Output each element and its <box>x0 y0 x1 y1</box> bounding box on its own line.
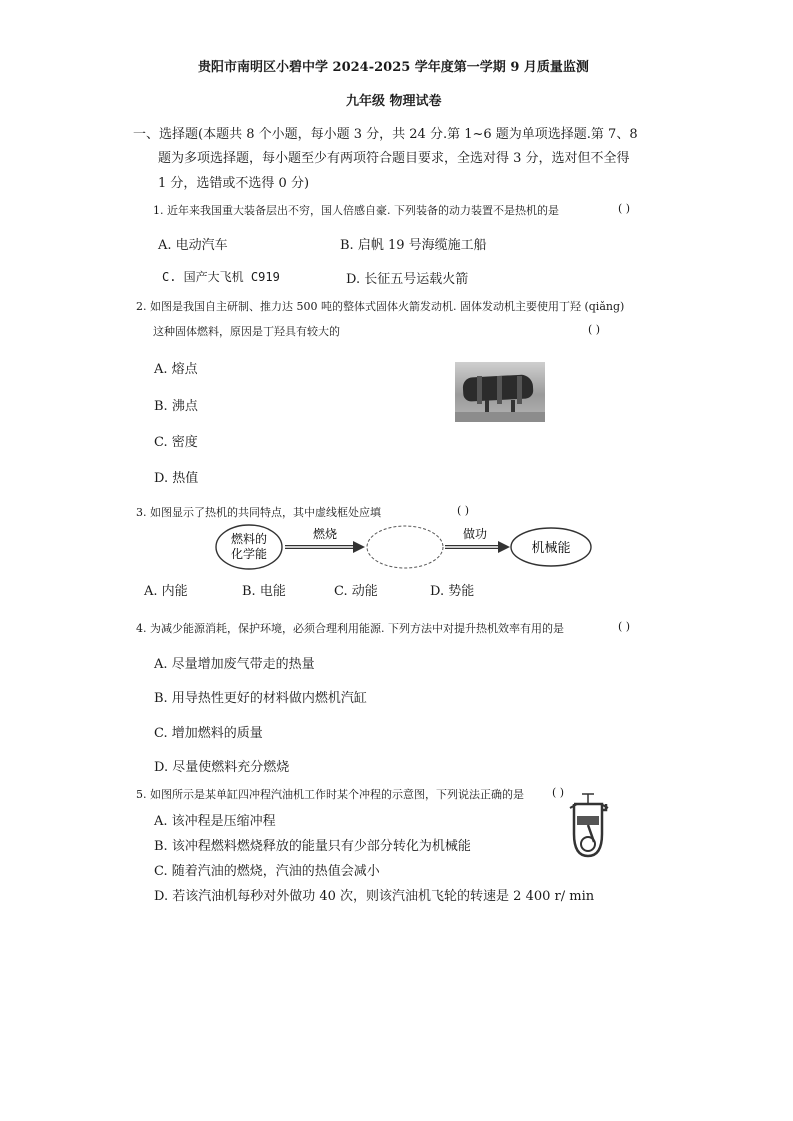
chemical-energy-label-2: 化学能 <box>230 547 268 561</box>
heat-engine-energy-flow-diagram <box>215 522 595 574</box>
work-arrow-label: 做功 <box>462 527 488 541</box>
engine-band <box>517 376 522 404</box>
section-instruction-line-3: 1 分，选错或不选得 0 分) <box>158 176 310 191</box>
q3-option-c: C. 动能 <box>334 584 378 599</box>
q5-answer-paren: ( ) <box>552 786 565 799</box>
crankshaft <box>581 837 595 851</box>
chemical-energy-label-1: 燃料的 <box>230 532 268 546</box>
exam-subtitle: 九年级 物理试卷 <box>346 94 442 109</box>
q5-option-d: D. 若该汽油机每秒对外做功 40 次，则该汽油机飞轮的转速是 2 400 r/ min <box>154 889 595 904</box>
mechanical-energy-label: 机械能 <box>531 541 571 556</box>
q4-answer-paren: ( ) <box>618 620 631 633</box>
q5-option-a: A. 该冲程是压缩冲程 <box>154 814 276 829</box>
q2-option-a: A. 熔点 <box>154 362 198 377</box>
four-stroke-engine-diagram <box>568 790 618 860</box>
q4-option-d: D. 尽量使燃料充分燃烧 <box>154 760 290 775</box>
q2-stem-line-1: 2. 如图是我国自主研制、推力达 500 吨的整体式固体火箭发动机. 固体发动机主要使用丁羟 (qiǎng) <box>136 300 625 313</box>
q1-answer-paren: ( ) <box>618 202 631 215</box>
burning-arrow-label: 燃烧 <box>312 527 338 541</box>
q5-option-c: C. 随着汽油的燃烧，汽油的热值会减小 <box>154 864 380 879</box>
q1-stem: 1. 近年来我国重大装备层出不穷，国人倍感自豪. 下列装备的动力装置不是热机的是 <box>153 204 559 217</box>
q1-option-b: B. 启帆 19 号海缆施工船 <box>340 238 487 253</box>
piston <box>577 816 599 825</box>
blank-energy-ellipse <box>367 526 443 568</box>
q4-option-b: B. 用导热性更好的材料做内燃机汽缸 <box>154 691 367 706</box>
exam-title: 贵阳市南明区小碧中学 2024-2025 学年度第一学期 9 月质量监测 <box>198 60 589 75</box>
burning-arrow-head <box>353 541 365 553</box>
q4-stem: 4. 为减少能源消耗，保护环境，必须合理利用能源. 下列方法中对提升热机效率有用的是 <box>136 622 564 635</box>
q1-option-a: A. 电动汽车 <box>158 238 228 253</box>
work-arrow-head <box>498 541 510 553</box>
q1-option-c: C. 国产大飞机 C919 <box>162 270 280 284</box>
q4-option-c: C. 增加燃料的质量 <box>154 726 263 741</box>
section-instruction-line-1: 一、选择题(本题共 8 个小题，每小题 3 分，共 24 分.第 1~6 题为单项选择题.第 7、8 <box>133 127 638 142</box>
rocket-engine-photo <box>455 362 545 422</box>
q5-option-b: B. 该冲程燃料燃烧释放的能量只有少部分转化为机械能 <box>154 839 471 854</box>
q3-stem: 3. 如图显示了热机的共同特点，其中虚线框处应填 <box>136 506 381 519</box>
q3-option-a: A. 内能 <box>144 584 188 599</box>
q2-stem-line-2: 这种固体燃料，原因是丁羟具有较大的 <box>153 325 340 338</box>
section-instruction-line-2: 题为多项选择题，每小题至少有两项符合题目要求，全选对得 3 分，选对但不全得 <box>158 151 630 166</box>
q1-option-d: D. 长征五号运载火箭 <box>346 272 469 287</box>
q2-option-b: B. 沸点 <box>154 399 198 414</box>
q2-option-c: C. 密度 <box>154 435 198 450</box>
q2-answer-paren: ( ) <box>588 323 601 336</box>
engine-band <box>497 376 502 404</box>
q4-option-a: A. 尽量增加废气带走的热量 <box>154 657 315 672</box>
q3-option-d: D. 势能 <box>430 584 475 599</box>
q3-answer-paren: ( ) <box>457 504 470 517</box>
engine-band <box>477 376 482 404</box>
workshop-floor <box>455 412 545 422</box>
q5-stem: 5. 如图所示是某单缸四冲程汽油机工作时某个冲程的示意图，下列说法正确的是 <box>136 788 524 801</box>
q3-option-b: B. 电能 <box>242 584 286 599</box>
q2-option-d: D. 热值 <box>154 471 199 486</box>
